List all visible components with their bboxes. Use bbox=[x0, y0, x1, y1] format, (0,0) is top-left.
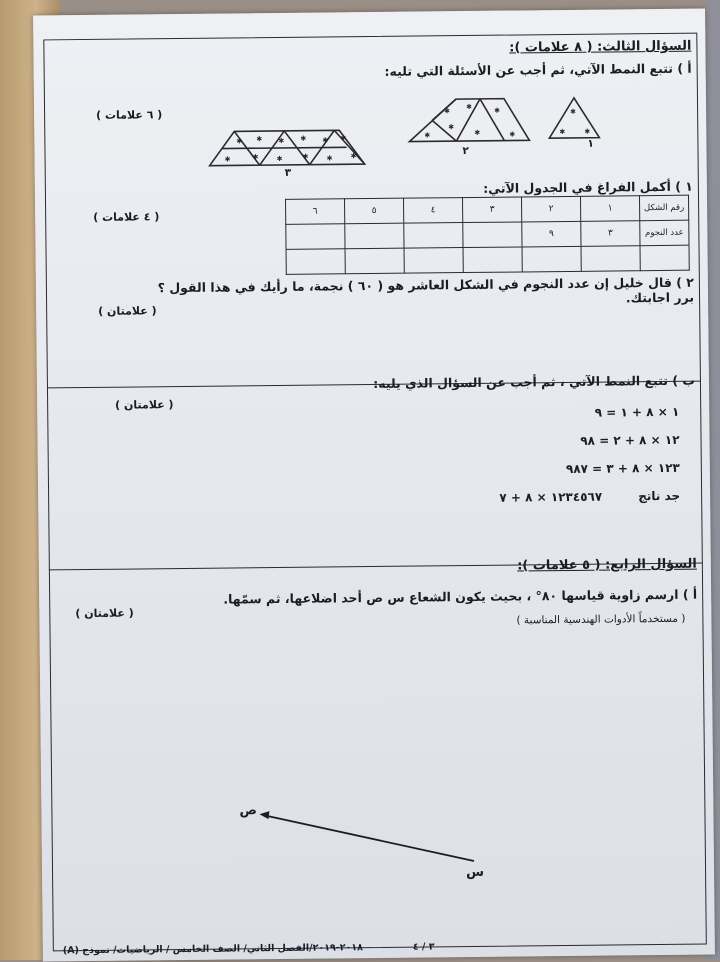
svg-text:✱: ✱ bbox=[224, 155, 231, 164]
svg-text:✱: ✱ bbox=[559, 127, 566, 137]
svg-text:✱: ✱ bbox=[494, 106, 501, 115]
footer-info: ٢٠١٨-٢٠١٩/الفصل الثاني/ الصف الخامس / الرياضيات/ نموذج (A) bbox=[62, 942, 363, 957]
q3-2-text: ٢ ) قال خليل إن عدد النجوم في الشكل العاشر هو ( ٦٠ ) نجمة، ما رأيك في هذا القول ؟ برر اجابتك. bbox=[157, 274, 695, 306]
table-blank-cell[interactable] bbox=[286, 224, 345, 250]
q3-2-marks: ( علامتان ) bbox=[98, 304, 157, 318]
table-header-shape-number: رقم الشكل bbox=[639, 195, 688, 221]
q3-1-marks: ( ٤ علامات ) bbox=[93, 210, 160, 224]
find-expression: ١٢٣٤٥٦٧ × ٨ + ٧ bbox=[499, 489, 603, 505]
point-s-label: س bbox=[465, 864, 485, 881]
point-sad-label: ص bbox=[239, 803, 257, 819]
q3-b-marks: ( علامتان ) bbox=[115, 398, 174, 412]
shape-1-label: ١ bbox=[587, 137, 594, 150]
q4-tools-note: ( مستخدماً الأدوات الهندسية المناسبة ) bbox=[516, 612, 686, 627]
find-label: جد ناتج bbox=[638, 488, 681, 504]
table-blank-cell[interactable] bbox=[463, 222, 522, 248]
table-row-extra bbox=[286, 245, 689, 274]
table-cell bbox=[581, 246, 640, 272]
svg-text:✱: ✱ bbox=[444, 107, 451, 116]
svg-text:✱: ✱ bbox=[584, 127, 591, 136]
svg-text:✱: ✱ bbox=[509, 130, 516, 139]
shape-1 bbox=[549, 98, 599, 139]
svg-text:✱: ✱ bbox=[340, 134, 347, 143]
shape-3-label: ٣ bbox=[284, 166, 292, 179]
table-cell bbox=[345, 248, 404, 274]
q3-a-intro: أ ) تتبع النمط الآتي، ثم أجب عن الأسئلة التي تليه: bbox=[384, 60, 692, 79]
svg-text:✱: ✱ bbox=[300, 134, 307, 143]
shape-2-label: ٢ bbox=[462, 144, 469, 158]
page-number: ٣ / ٤ bbox=[412, 941, 435, 953]
table-cell bbox=[404, 248, 463, 274]
q4-drawing-area[interactable] bbox=[64, 639, 687, 935]
table-cell bbox=[640, 245, 689, 271]
svg-text:✱: ✱ bbox=[276, 154, 283, 164]
q3-1-text: ١ ) أكمل الفراغ في الجدول الآتي: bbox=[483, 178, 693, 196]
table-cell: ٥ bbox=[345, 198, 404, 224]
table-cell: ١ bbox=[580, 196, 639, 222]
equation-2: ١٢ × ٨ + ٢ = ٩٨ bbox=[580, 432, 680, 448]
table-blank-cell[interactable] bbox=[404, 223, 463, 249]
svg-text:✱: ✱ bbox=[424, 131, 431, 140]
svg-text:✱: ✱ bbox=[302, 152, 309, 161]
q3-header: السؤال الثالث: ( ٨ علامات ): bbox=[509, 38, 692, 56]
table-cell bbox=[463, 247, 522, 273]
q3-a-marks: ( ٦ علامات ) bbox=[96, 108, 163, 122]
q4-a-marks: ( علامتان ) bbox=[75, 606, 134, 621]
q4-a-text: أ ) ارسم زاوية قياسها ٨٠° ، بحيث يكون الشعاع س ص أحد اضلاعها، ثم سمّها. bbox=[223, 586, 698, 607]
table-cell: ٣ bbox=[462, 197, 521, 223]
svg-text:✱: ✱ bbox=[252, 153, 259, 162]
exam-paper bbox=[33, 9, 715, 962]
table-cell: ٤ bbox=[403, 198, 462, 224]
pattern-stars bbox=[224, 102, 591, 164]
table-cell: ٣ bbox=[581, 221, 640, 247]
svg-text:✱: ✱ bbox=[466, 102, 472, 112]
equation-3: ١٢٣ × ٨ + ٣ = ٩٨٧ bbox=[565, 460, 680, 476]
table-blank-cell[interactable] bbox=[345, 223, 404, 249]
equation-1: ١ × ٨ + ١ = ٩ bbox=[594, 404, 680, 420]
table-header-star-count: عدد النجوم bbox=[640, 220, 689, 246]
table-cell: ٢ bbox=[521, 196, 580, 222]
svg-text:✱: ✱ bbox=[236, 137, 243, 146]
svg-text:✱: ✱ bbox=[326, 154, 333, 163]
table-cell bbox=[286, 249, 345, 275]
table-cell bbox=[522, 246, 581, 272]
q4-header: السؤال الرابع: ( ٥ علامات ): bbox=[517, 556, 697, 574]
svg-text:✱: ✱ bbox=[350, 152, 357, 161]
q3-2-answer-area[interactable] bbox=[60, 315, 681, 381]
svg-text:✱: ✱ bbox=[448, 123, 455, 132]
svg-text:✱: ✱ bbox=[570, 107, 577, 116]
svg-text:✱: ✱ bbox=[278, 136, 285, 145]
table-cell: ٩ bbox=[522, 221, 581, 247]
table-cell: ٦ bbox=[286, 199, 345, 225]
pattern-table bbox=[285, 195, 690, 275]
svg-text:✱: ✱ bbox=[322, 136, 329, 145]
q3-b-intro: ب ) تتبع النمط الآتي ، ثم أجب عن السؤال الذي يليه: bbox=[373, 372, 695, 392]
triangle-pattern-figure bbox=[204, 77, 655, 182]
svg-text:✱: ✱ bbox=[474, 128, 481, 137]
svg-text:✱: ✱ bbox=[256, 135, 263, 144]
